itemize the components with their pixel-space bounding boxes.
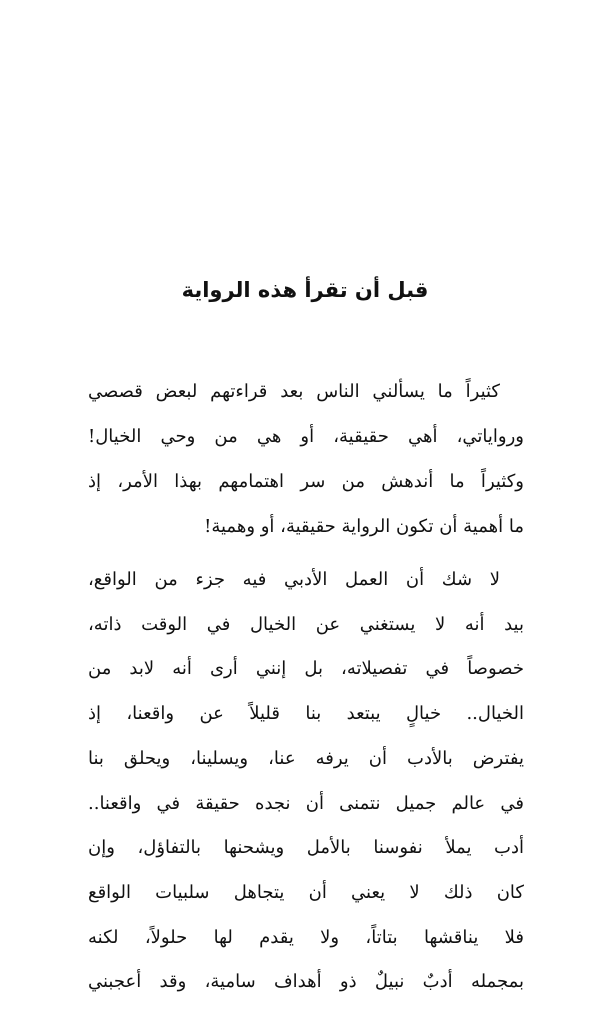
paragraph-1 — [88, 369, 524, 549]
text-line: يفترض بالأدب أن يرفه عنا، ويسلينا، ويحلق بنا — [88, 747, 524, 769]
text-line: ورواياتي، أهي حقيقية، أو هي من وحي الخيال! — [88, 426, 524, 447]
chapter-title: قبل أن تقرأ هذه الرواية — [181, 278, 429, 302]
text-line: الخيال.. خيالٍ يبتعد بنا قليلاً عن واقعنا، إذ — [88, 703, 525, 725]
text-line: وكثيراً ما أندهش من سر اهتمامهم بهذا الأمر، إذ — [88, 471, 524, 492]
text-line: بيد أنه لا يستغني عن الخيال في الوقت ذاته، — [88, 613, 524, 635]
text-line: فلا يناقشها بتاتاً، ولا يقدم لها حلولاً، لكنه — [88, 926, 524, 948]
text-line: ما أهمية أن تكون الرواية حقيقية، أو وهمية! — [204, 516, 524, 537]
paragraph-2 — [88, 558, 524, 1005]
text-line: في عالم جميل نتمنى أن نجده حقيقة في واقعنا.. — [88, 792, 524, 814]
text-line: كثيراً ما يسألني الناس بعد قراءتهم لبعض قصصي — [88, 381, 500, 402]
text-line: بمجمله أدبٌ نبيلٌ ذو أهداف سامية، وقد أعجبني — [88, 971, 524, 993]
text-line: كان ذلك لا يعني أن يتجاهل سلبيات الواقع — [88, 881, 524, 903]
text-line: خصوصاً في تفصيلاته، بل إنني أرى أنه لابد من — [88, 658, 524, 680]
text-line: أدب يملأ نفوسنا بالأمل ويشحنها بالتفاؤل، وإن — [88, 837, 524, 859]
text-line: لا شك أن العمل الأدبي فيه جزء من الواقع، — [88, 569, 500, 590]
